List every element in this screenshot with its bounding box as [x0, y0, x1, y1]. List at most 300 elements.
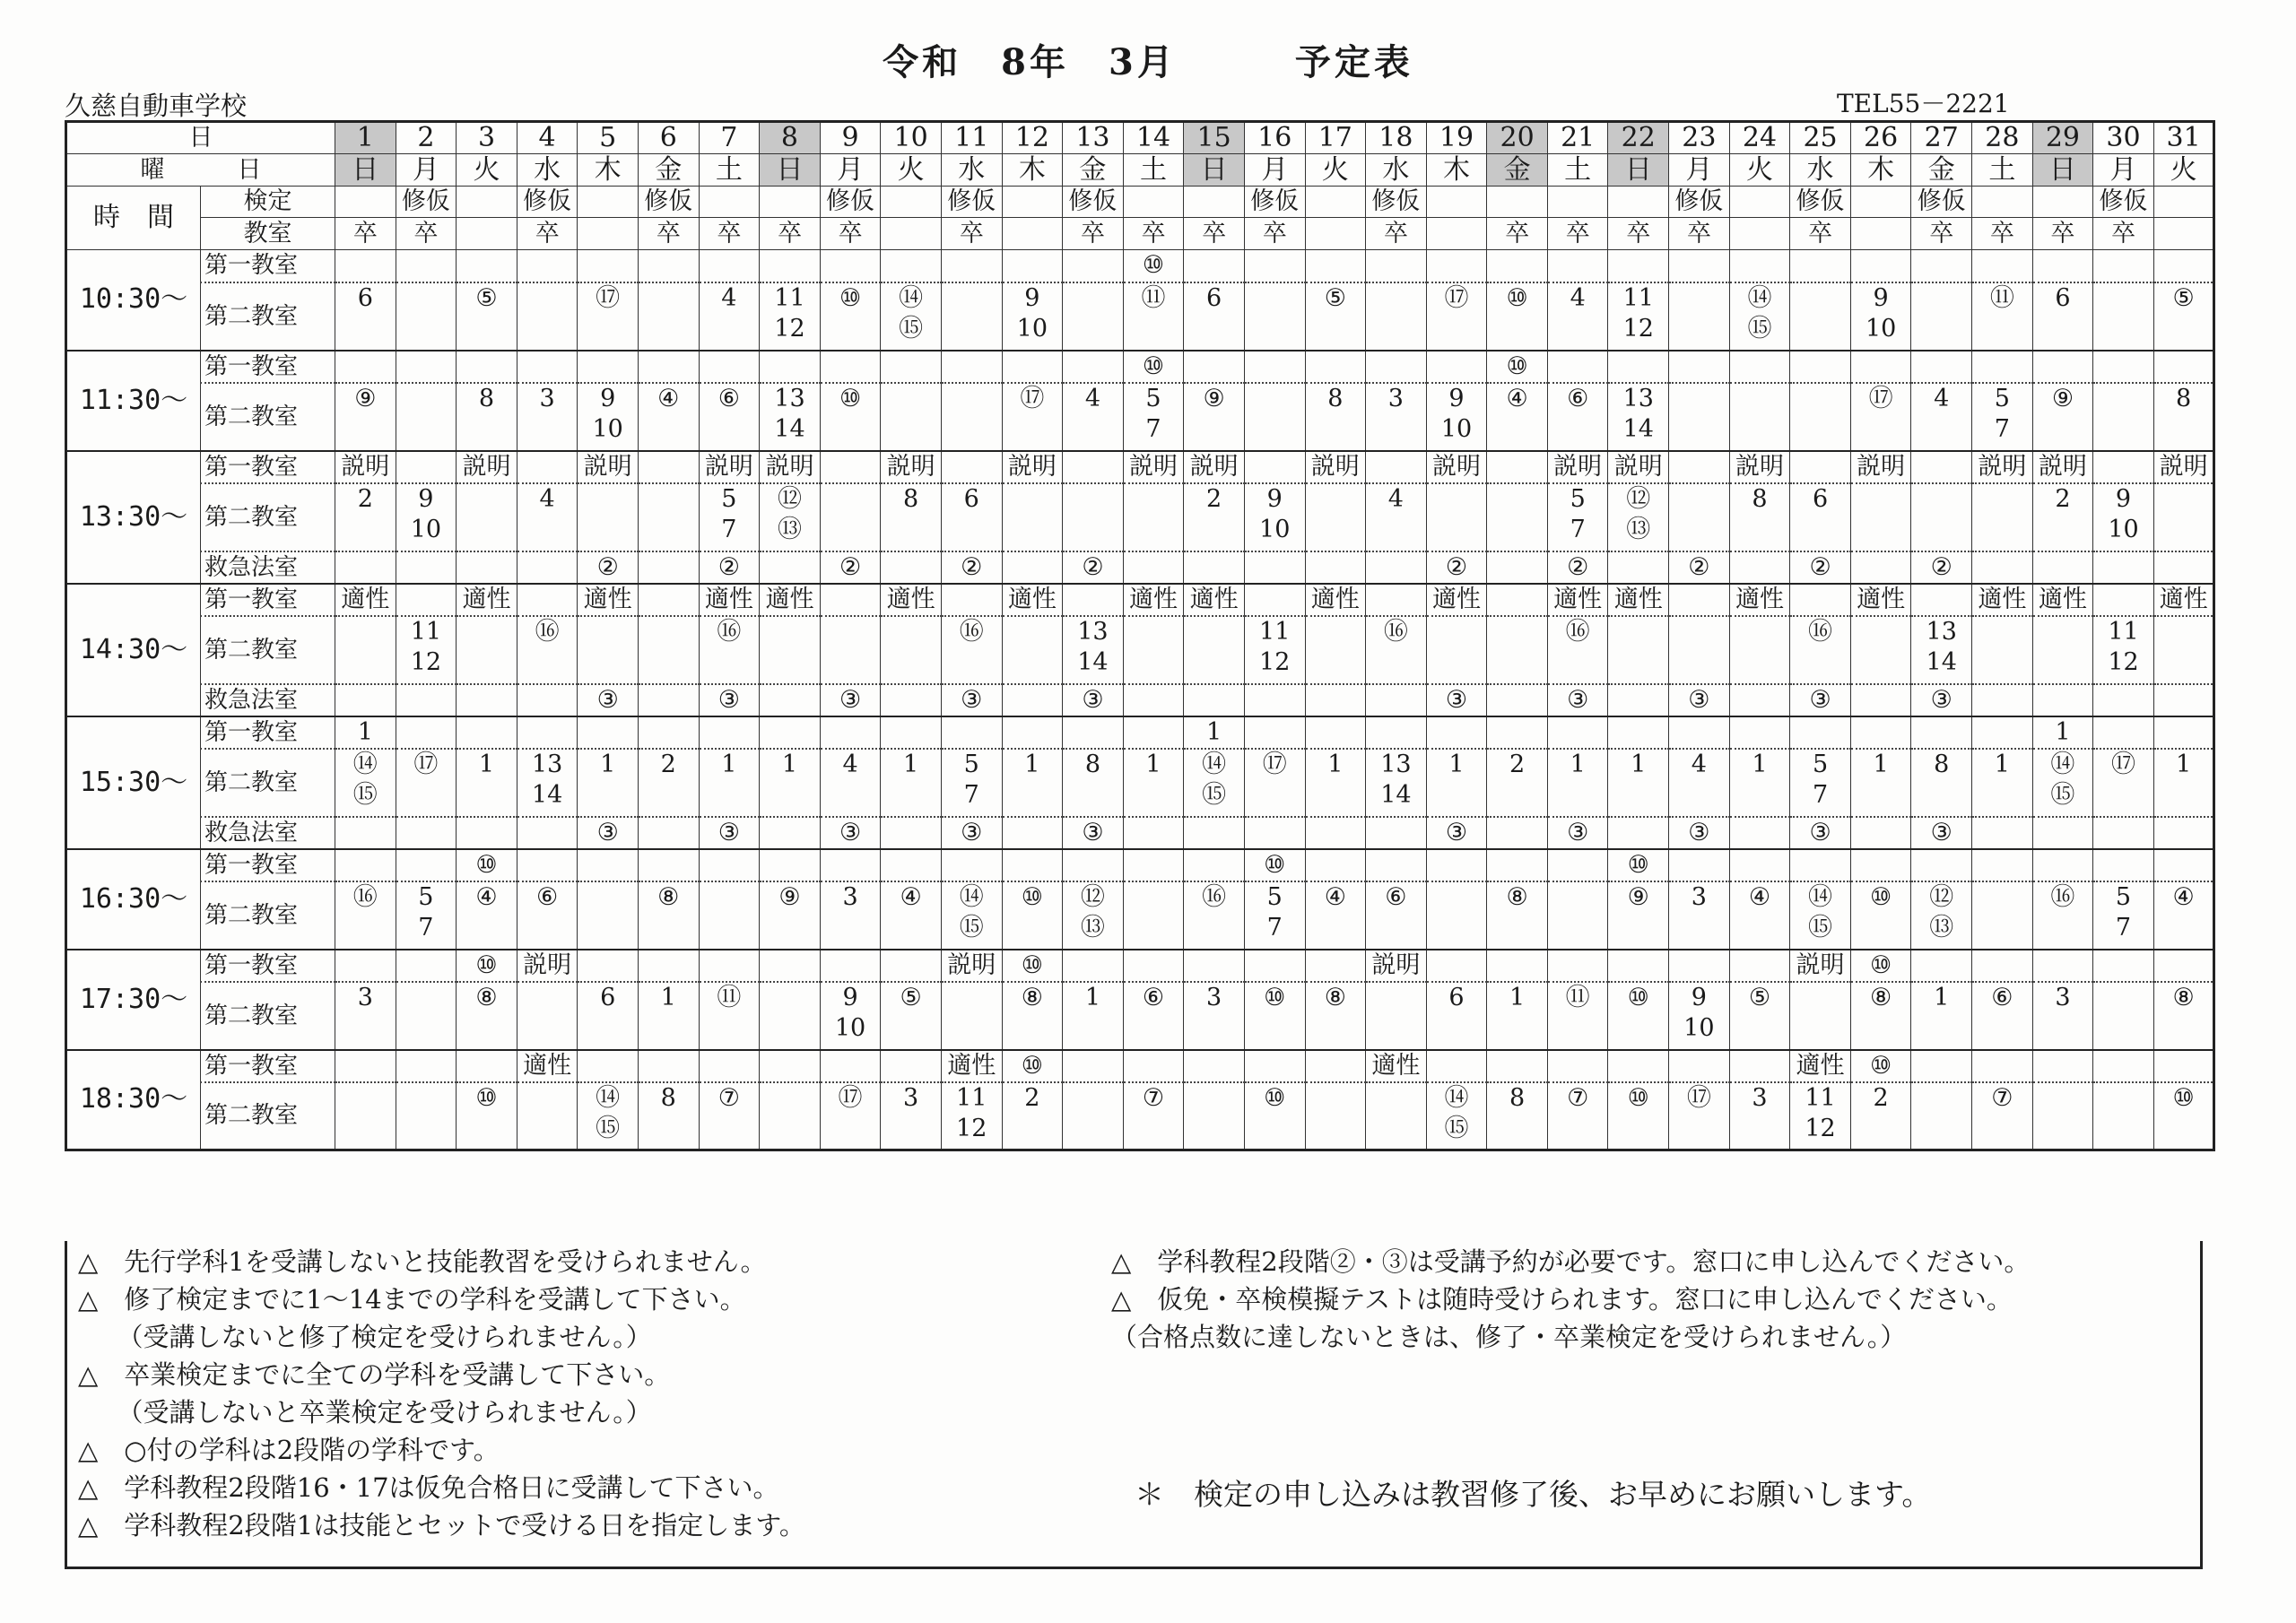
schedule-cell	[881, 250, 942, 282]
schedule-cell: ④	[2153, 881, 2214, 950]
weekday: 木	[1426, 154, 1487, 187]
schedule-cell	[517, 250, 578, 282]
schedule-cell: ⑯	[699, 616, 760, 684]
schedule-cell: 3	[820, 881, 881, 950]
schedule-cell: ③	[1547, 817, 1608, 849]
schedule-cell	[2153, 684, 2214, 716]
weekday: 月	[1244, 154, 1305, 187]
schedule-cell: ⑩	[1608, 982, 1669, 1050]
schedule-cell: 適性	[1002, 584, 1063, 616]
schedule-cell: ②	[941, 551, 1002, 584]
schedule-cell: ⑯	[517, 616, 578, 684]
room-label: 第一教室	[201, 716, 335, 749]
schedule-cell	[1669, 451, 1730, 483]
weekday: 木	[1850, 154, 1911, 187]
schedule-cell: 6	[578, 982, 639, 1050]
schedule-cell	[638, 1050, 699, 1082]
schedule-cell: ⑥	[1366, 881, 1427, 950]
note-line: （受講しないと修了検定を受けられません。）	[78, 1322, 652, 1352]
kentei-cell: 修仮	[1244, 187, 1305, 218]
schedule-cell	[1426, 881, 1487, 950]
schedule-cell: 説明	[941, 950, 1002, 982]
schedule-cell	[2153, 250, 2214, 282]
schedule-cell: 1	[760, 749, 821, 817]
schedule-cell	[1790, 451, 1851, 483]
schedule-cell	[2093, 451, 2154, 483]
schedule-cell: 9 10	[1850, 282, 1911, 351]
schedule-cell: ⑧	[1002, 982, 1063, 1050]
schedule-cell	[1426, 849, 1487, 881]
schedule-cell	[1547, 849, 1608, 881]
schedule-cell: ②	[820, 551, 881, 584]
kentei-cell: 修仮	[1911, 187, 1972, 218]
schedule-cell	[1790, 716, 1851, 749]
day-number: 26	[1850, 122, 1911, 154]
schedule-cell: ⑩	[1002, 1050, 1063, 1082]
schedule-cell: ⑯	[1366, 616, 1427, 684]
schedule-cell	[1972, 950, 2033, 982]
schedule-cell	[820, 451, 881, 483]
note-line: △ 学科教程2段階1は技能とセットで受ける日を指定します。	[78, 1510, 805, 1541]
schedule-cell: ⑤	[1305, 282, 1366, 351]
schedule-cell	[1123, 950, 1184, 982]
schedule-cell	[1244, 551, 1305, 584]
schedule-cell	[1547, 716, 1608, 749]
schedule-cell	[941, 250, 1002, 282]
schedule-cell: 1	[1063, 982, 1124, 1050]
schedule-cell	[1366, 684, 1427, 716]
schedule-cell: ③	[1911, 817, 1972, 849]
schedule-cell	[578, 950, 639, 982]
kentei-cell	[1850, 187, 1911, 218]
schedule-cell	[457, 817, 517, 849]
schedule-cell	[1305, 483, 1366, 551]
schedule-cell: 4	[1063, 383, 1124, 451]
schedule-cell	[1426, 1050, 1487, 1082]
schedule-cell: ⑦	[1123, 1082, 1184, 1150]
schedule-cell	[1063, 250, 1124, 282]
schedule-cell: ⑩	[1487, 351, 1548, 383]
weekday: 水	[1366, 154, 1427, 187]
schedule-cell: 説明	[1184, 451, 1245, 483]
schedule-cell	[1305, 616, 1366, 684]
schedule-cell: 9 10	[1002, 282, 1063, 351]
kentei-cell	[1426, 187, 1487, 218]
schedule-cell: 9 10	[2093, 483, 2154, 551]
schedule-cell	[760, 684, 821, 716]
schedule-cell: 4	[517, 483, 578, 551]
schedule-cell	[760, 551, 821, 584]
schedule-cell: 1	[2032, 716, 2093, 749]
schedule-cell: 適性	[1305, 584, 1366, 616]
note-line: △ 先行学科1を受講しないと技能教習を受けられません。	[78, 1246, 767, 1277]
schedule-cell	[638, 451, 699, 483]
kentei-cell: 修仮	[820, 187, 881, 218]
schedule-cell: 6	[941, 483, 1002, 551]
schedule-cell	[517, 817, 578, 849]
schedule-cell	[1244, 282, 1305, 351]
schedule-cell	[457, 716, 517, 749]
schedule-cell	[1729, 950, 1790, 982]
schedule-cell	[1366, 351, 1427, 383]
schedule-cell: 2	[2032, 483, 2093, 551]
schedule-cell	[2093, 584, 2154, 616]
schedule-cell: 2	[638, 749, 699, 817]
schedule-cell	[2093, 982, 2154, 1050]
schedule-cell: 4	[820, 749, 881, 817]
schedule-cell	[2153, 716, 2214, 749]
schedule-cell	[1002, 616, 1063, 684]
schedule-cell	[760, 716, 821, 749]
schedule-cell	[1366, 849, 1427, 881]
schedule-cell: 説明	[457, 451, 517, 483]
schedule-cell	[396, 250, 457, 282]
schedule-cell	[1669, 584, 1730, 616]
schedule-cell: ③	[578, 684, 639, 716]
schedule-cell: ⑤	[457, 282, 517, 351]
day-number: 2	[396, 122, 457, 154]
schedule-cell	[396, 1050, 457, 1082]
schedule-cell: 6	[1184, 282, 1245, 351]
schedule-cell: 説明	[1305, 451, 1366, 483]
day-number: 16	[1244, 122, 1305, 154]
notes-box	[65, 1241, 2203, 1569]
note-line: △ 学科教程2段階②・③は受講予約が必要です。窓口に申し込んでください。	[1111, 1246, 2031, 1277]
schedule-cell: 適性	[457, 584, 517, 616]
school-name: 久慈自動車学校	[65, 91, 248, 121]
schedule-cell: 説明	[2153, 451, 2214, 483]
schedule-cell: ③	[1063, 684, 1124, 716]
schedule-cell	[941, 982, 1002, 1050]
schedule-cell	[760, 1082, 821, 1150]
weekday: 木	[1002, 154, 1063, 187]
schedule-cell	[457, 616, 517, 684]
schedule-cell	[2032, 950, 2093, 982]
schedule-cell: 適性	[699, 584, 760, 616]
schedule-cell: 4	[1547, 282, 1608, 351]
schedule-cell	[1911, 950, 1972, 982]
schedule-cell	[1002, 716, 1063, 749]
schedule-cell: ⑩	[1608, 1082, 1669, 1150]
schedule-cell	[2153, 551, 2214, 584]
schedule-cell: 説明	[1850, 451, 1911, 483]
schedule-cell	[941, 849, 1002, 881]
schedule-cell	[941, 282, 1002, 351]
schedule-cell: 説明	[760, 451, 821, 483]
schedule-cell	[1123, 881, 1184, 950]
schedule-cell: 11 12	[941, 1082, 1002, 1150]
schedule-cell: 説明	[699, 451, 760, 483]
schedule-cell: ⑭ ⑮	[2032, 749, 2093, 817]
day-number: 22	[1608, 122, 1669, 154]
schedule-cell	[396, 282, 457, 351]
schedule-cell: 適性	[1184, 584, 1245, 616]
schedule-cell	[396, 451, 457, 483]
schedule-cell	[335, 849, 396, 881]
schedule-cell	[1972, 1050, 2033, 1082]
schedule-cell	[1669, 1050, 1730, 1082]
schedule-cell	[820, 584, 881, 616]
schedule-cell: 5 7	[396, 881, 457, 950]
schedule-cell: ③	[1426, 817, 1487, 849]
schedule-cell	[1487, 483, 1548, 551]
kentei-cell: 修仮	[941, 187, 1002, 218]
schedule-cell	[517, 551, 578, 584]
time-slot: 13:30～	[66, 451, 201, 584]
note-line: △ 仮免・卒検模擬テストは随時受けられます。窓口に申し込んでください。	[1111, 1284, 2013, 1315]
kentei-cell	[699, 187, 760, 218]
schedule-cell: 説明	[1426, 451, 1487, 483]
schedule-cell	[578, 351, 639, 383]
schedule-cell: 8	[1487, 1082, 1548, 1150]
room-label: 第二教室	[201, 1082, 335, 1150]
schedule-cell	[1790, 282, 1851, 351]
schedule-cell: ⑩	[1850, 1050, 1911, 1082]
schedule-cell: ⑥	[1547, 383, 1608, 451]
schedule-cell: ⑥	[1972, 982, 2033, 1050]
schedule-cell	[1244, 817, 1305, 849]
room-label: 第二教室	[201, 282, 335, 351]
schedule-cell	[2093, 551, 2154, 584]
schedule-cell	[2093, 716, 2154, 749]
schedule-cell: ④	[1729, 881, 1790, 950]
room-label: 救急法室	[201, 817, 335, 849]
schedule-cell: 3	[1729, 1082, 1790, 1150]
schedule-cell: ⑫ ⑬	[1608, 483, 1669, 551]
schedule-cell	[1911, 1082, 1972, 1150]
schedule-cell: 11 12	[1608, 282, 1669, 351]
schedule-cell: 9 10	[1244, 483, 1305, 551]
schedule-cell: 2	[1850, 1082, 1911, 1150]
schedule-cell	[1669, 383, 1730, 451]
schedule-cell: 9 10	[820, 982, 881, 1050]
schedule-cell: 3	[881, 1082, 942, 1150]
kentei-cell	[457, 187, 517, 218]
schedule-cell	[1729, 716, 1790, 749]
schedule-cell: ⑫ ⑬	[1063, 881, 1124, 950]
weekday: 月	[396, 154, 457, 187]
schedule-cell	[1850, 684, 1911, 716]
kyoshitsu-cell: 卒	[335, 218, 396, 250]
time-slot: 18:30～	[66, 1050, 201, 1150]
schedule-cell	[1305, 817, 1366, 849]
day-number: 4	[517, 122, 578, 154]
schedule-cell: 5 7	[699, 483, 760, 551]
schedule-cell	[1244, 1050, 1305, 1082]
schedule-cell: ④	[881, 881, 942, 950]
kentei-cell: 修仮	[396, 187, 457, 218]
schedule-cell	[335, 684, 396, 716]
schedule-cell	[1123, 684, 1184, 716]
notes-left	[78, 1243, 805, 1544]
schedule-cell	[578, 483, 639, 551]
schedule-cell	[1366, 551, 1427, 584]
schedule-cell	[2093, 351, 2154, 383]
schedule-cell	[638, 849, 699, 881]
notes-right	[1111, 1243, 2030, 1356]
schedule-cell	[1608, 551, 1669, 584]
schedule-cell	[2032, 351, 2093, 383]
schedule-cell	[638, 483, 699, 551]
schedule-cell	[1366, 716, 1427, 749]
kyoshitsu-cell: 卒	[396, 218, 457, 250]
schedule-cell	[638, 351, 699, 383]
kyoshitsu-cell: 卒	[1972, 218, 2033, 250]
schedule-cell	[1487, 584, 1548, 616]
schedule-cell	[578, 716, 639, 749]
schedule-cell	[699, 351, 760, 383]
weekday: 月	[1669, 154, 1730, 187]
schedule-cell: 6	[1426, 982, 1487, 1050]
weekday-header: 曜 日	[66, 154, 335, 187]
weekday: 土	[699, 154, 760, 187]
schedule-cell: ⑩	[1244, 1082, 1305, 1150]
kyoshitsu-cell	[457, 218, 517, 250]
schedule-cell: 適性	[578, 584, 639, 616]
schedule-cell: 11 12	[396, 616, 457, 684]
room-label: 第二教室	[201, 982, 335, 1050]
schedule-cell	[1184, 849, 1245, 881]
schedule-cell	[941, 351, 1002, 383]
room-label: 第二教室	[201, 749, 335, 817]
schedule-cell	[760, 950, 821, 982]
room-label: 第一教室	[201, 1050, 335, 1082]
schedule-cell: ⑪	[699, 982, 760, 1050]
schedule-cell: 適性	[1123, 584, 1184, 616]
schedule-cell: 13 14	[1063, 616, 1124, 684]
schedule-cell	[517, 1082, 578, 1150]
schedule-cell	[1850, 551, 1911, 584]
schedule-cell: 2	[1002, 1082, 1063, 1150]
schedule-cell: 9 10	[578, 383, 639, 451]
schedule-cell	[941, 716, 1002, 749]
schedule-cell: 3	[335, 982, 396, 1050]
schedule-cell	[1790, 584, 1851, 616]
schedule-cell	[1244, 584, 1305, 616]
schedule-cell	[699, 1050, 760, 1082]
schedule-cell	[1608, 250, 1669, 282]
schedule-cell	[517, 982, 578, 1050]
schedule-cell	[1063, 451, 1124, 483]
schedule-cell	[396, 950, 457, 982]
schedule-cell	[1911, 716, 1972, 749]
schedule-cell: ⑰	[1002, 383, 1063, 451]
schedule-cell: 6	[1790, 483, 1851, 551]
kyoshitsu-cell	[1850, 218, 1911, 250]
schedule-cell	[335, 351, 396, 383]
time-header: 時 間	[66, 187, 201, 250]
room-label: 第二教室	[201, 483, 335, 551]
schedule-cell	[2093, 684, 2154, 716]
day-number: 8	[760, 122, 821, 154]
schedule-cell	[1729, 684, 1790, 716]
schedule-cell	[881, 716, 942, 749]
schedule-cell	[1366, 817, 1427, 849]
schedule-cell: ③	[699, 817, 760, 849]
schedule-cell: 1	[881, 749, 942, 817]
schedule-cell: 4	[1366, 483, 1427, 551]
room-label: 第一教室	[201, 250, 335, 282]
schedule-cell: ③	[1063, 817, 1124, 849]
schedule-cell	[396, 817, 457, 849]
schedule-cell	[881, 1050, 942, 1082]
schedule-cell: ⑩	[457, 950, 517, 982]
schedule-cell	[881, 849, 942, 881]
schedule-cell	[335, 817, 396, 849]
schedule-cell: 9 10	[1426, 383, 1487, 451]
schedule-cell	[1426, 351, 1487, 383]
schedule-cell	[2032, 250, 2093, 282]
schedule-cell: ③	[941, 684, 1002, 716]
kentei-cell	[1002, 187, 1063, 218]
schedule-cell	[1729, 551, 1790, 584]
schedule-cell	[2093, 250, 2154, 282]
schedule-cell: ⑯	[335, 881, 396, 950]
schedule-cell: ⑰	[1426, 282, 1487, 351]
schedule-cell: ③	[1426, 684, 1487, 716]
schedule-cell: 適性	[1426, 584, 1487, 616]
schedule-cell: ⑩	[1244, 982, 1305, 1050]
schedule-cell	[335, 250, 396, 282]
kyoshitsu-cell: 卒	[1366, 218, 1427, 250]
schedule-cell	[1487, 250, 1548, 282]
kentei-cell	[1547, 187, 1608, 218]
room-label: 第二教室	[201, 881, 335, 950]
schedule-cell: ⑩	[1123, 250, 1184, 282]
weekday: 日	[760, 154, 821, 187]
schedule-cell: ⑫ ⑬	[1911, 881, 1972, 950]
room-label: 第二教室	[201, 383, 335, 451]
schedule-cell	[1972, 483, 2033, 551]
schedule-cell	[1669, 616, 1730, 684]
schedule-cell: ③	[1790, 817, 1851, 849]
schedule-cell: ③	[1790, 684, 1851, 716]
schedule-cell	[2093, 817, 2154, 849]
schedule-cell	[1123, 551, 1184, 584]
schedule-cell: 5 7	[941, 749, 1002, 817]
schedule-cell: 説明	[881, 451, 942, 483]
schedule-cell: 説明	[1547, 451, 1608, 483]
schedule-cell	[638, 684, 699, 716]
schedule-cell: ④	[1305, 881, 1366, 950]
schedule-cell	[881, 684, 942, 716]
schedule-cell	[1063, 716, 1124, 749]
schedule-cell	[638, 616, 699, 684]
schedule-cell: 5 7	[1972, 383, 2033, 451]
schedule-cell: ⑧	[638, 881, 699, 950]
schedule-cell	[1123, 616, 1184, 684]
room-label: 救急法室	[201, 551, 335, 584]
kyoshitsu-label: 教室	[201, 218, 335, 250]
weekday: 土	[1547, 154, 1608, 187]
schedule-cell: ③	[1547, 684, 1608, 716]
schedule-cell	[1790, 351, 1851, 383]
schedule-cell	[1911, 250, 1972, 282]
schedule-cell: ⑩	[1244, 849, 1305, 881]
day-number: 17	[1305, 122, 1366, 154]
schedule-cell: 適性	[1547, 584, 1608, 616]
weekday: 日	[1608, 154, 1669, 187]
schedule-cell: ⑯	[941, 616, 1002, 684]
schedule-cell: ⑤	[2153, 282, 2214, 351]
schedule-cell	[1366, 451, 1427, 483]
day-number: 9	[820, 122, 881, 154]
schedule-cell: 説明	[517, 950, 578, 982]
weekday: 火	[1305, 154, 1366, 187]
schedule-cell: 11 12	[2093, 616, 2154, 684]
kyoshitsu-cell: 卒	[1487, 218, 1548, 250]
schedule-cell	[1366, 1082, 1427, 1150]
